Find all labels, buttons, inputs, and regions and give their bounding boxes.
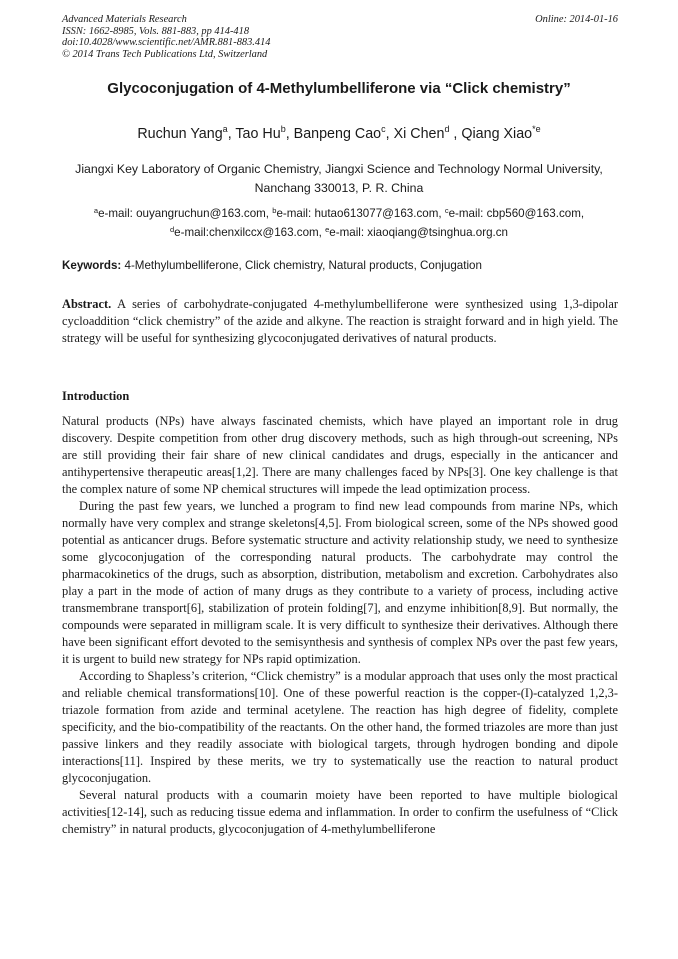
journal-header	[62, 14, 618, 60]
author-affil-mark: b	[280, 124, 286, 134]
author-name: Xi Chen	[393, 126, 445, 142]
affiliation-line: Nanchang 330013, P. R. China	[254, 181, 424, 195]
email-text: e-mail: hutao613077@163.com,	[276, 207, 445, 220]
author-affil-mark: d	[444, 124, 450, 134]
paragraph: According to Shapless’s criterion, “Click chemistry” is a modular approach that uses only the most practical and reliable chemical transformations[10]. One of these powerful reaction is the copper-(I)-catalyzed 1,2,3-triazole formation from azide and terminal acetylene. The reaction has high degree of fidelity, complete specificity, and the bio-compatibility of the reactants. On the other hand, the formed triazoles are more than just passive linkers and they readily associate with biological targets, through hydrogen bonding and dipole interactions[11]. Inspired by these merits, we try to systematically use the reaction to natural product glycoconjugation.	[62, 669, 618, 785]
author-affil-mark: *e	[532, 124, 541, 134]
paragraph: During the past few years, we lunched a program to find new lead compounds from marine NPs, which normally have very complex and strange skeletons[4,5]. From biological screen, some of the NPs showed good potential as anticancer drugs. Before systematic structure and activity relationship study, we need to synthesize some glycoconjugation of the corresponding natural products. The carbohydrate may control the pharmacokinetics of the drugs, such as absorption, distribution, metabolism and excretion. Carbohydrates also play a part in the mode of action of many drugs as they contribute to a variety of process, including active transmembrane transport[6], stabilization of protein folding[7], and enzyme inhibition[8,9]. But normally, the compounds were separated in milligram scale. It is very difficult to synthesize their derivatives. Although there have been significant effort devoted to the semisynthesis and synthesis of complex NPs over the past few years, it is urgent to build new strategy for NPs rapid optimization.	[62, 499, 618, 666]
online-date: Online: 2014-01-16	[535, 14, 618, 25]
email-mark: a	[93, 206, 99, 215]
email-mark: b	[272, 206, 277, 215]
keywords	[62, 259, 618, 272]
abstract	[62, 296, 618, 347]
email-text: e-mail: xiaoqiang@tsinghua.org.cn	[329, 226, 508, 239]
section-heading-introduction: Introduction	[62, 389, 130, 403]
abstract-text: A series of carbohydrate-conjugated 4-methylumbelliferone were synthesized using 1,3-dipolar cycloaddition “click chemistry” of the azide and alkyne. The reaction is straight forward and in high yield. The strategy will be useful for synthesizing glycoconjugated derivatives of natural products.	[62, 297, 618, 345]
author-separator: ,	[385, 126, 394, 142]
journal-copyright: © 2014 Trans Tech Publications Ltd, Switzerland	[62, 48, 268, 60]
paragraph: Several natural products with a coumarin moiety have been reported to have multiple biological activities[12-14], such as reducing tissue edema and inflammation. In order to confirm the usefulness of “Click chemistry” in natural products, glycoconjugation of 4-methylumbelliferone	[62, 788, 618, 836]
email-mark: c	[444, 206, 449, 215]
author-list	[40, 124, 638, 142]
email-mark: e	[325, 225, 330, 234]
email-text: e-mail:chenxilccx@163.com,	[174, 226, 326, 239]
journal-name: Advanced Materials Research	[62, 14, 187, 25]
author-separator: ,	[449, 126, 462, 142]
author-name: Qiang Xiao	[461, 126, 533, 142]
introduction-body	[62, 413, 618, 838]
email-text: e-mail: ouyangruchun@163.com,	[98, 207, 273, 220]
author-separator: ,	[227, 126, 236, 142]
email-text: e-mail: cbp560@163.com,	[448, 207, 585, 220]
abstract-label: Abstract.	[62, 297, 112, 311]
email-line	[40, 203, 638, 222]
affiliation-line: Jiangxi Key Laboratory of Organic Chemistry, Jiangxi Science and Technology Normal University,	[75, 162, 603, 176]
email-mark: d	[170, 225, 175, 234]
author-name: Banpeng Cao	[293, 126, 382, 142]
paragraph: Natural products (NPs) have always fascinated chemists, which have played an important role in drug discovery. Despite competition from other drug discovery methods, such as high through-out screening, NPs are still providing their fair share of new clinical candidates and drugs, especially in the anticancer and antihypertensive therapeutic areas[1,2]. There are many challenges faced by NPs[3]. One key challenge is that the complex nature of some NP chemical structures will impede the lead optimization process.	[62, 414, 618, 496]
email-list	[40, 203, 638, 241]
keywords-text: 4-Methylumbelliferone, Click chemistry, Natural products, Conjugation	[121, 259, 482, 272]
author-affil-mark: c	[381, 124, 386, 134]
author-affil-mark: a	[222, 124, 228, 134]
journal-doi: doi:10.4028/www.scientific.net/AMR.881-883.414	[62, 37, 271, 49]
affiliation	[40, 160, 638, 198]
author-name: Ruchun Yang	[137, 126, 223, 142]
author-separator: ,	[285, 126, 294, 142]
author-name: Tao Hu	[235, 126, 281, 142]
paper-title: Glycoconjugation of 4-Methylumbelliferone via “Click chemistry”	[107, 80, 571, 97]
keywords-label: Keywords:	[62, 259, 122, 272]
journal-issn: ISSN: 1662-8985, Vols. 881-883, pp 414-418	[62, 25, 250, 37]
email-line	[40, 222, 638, 241]
